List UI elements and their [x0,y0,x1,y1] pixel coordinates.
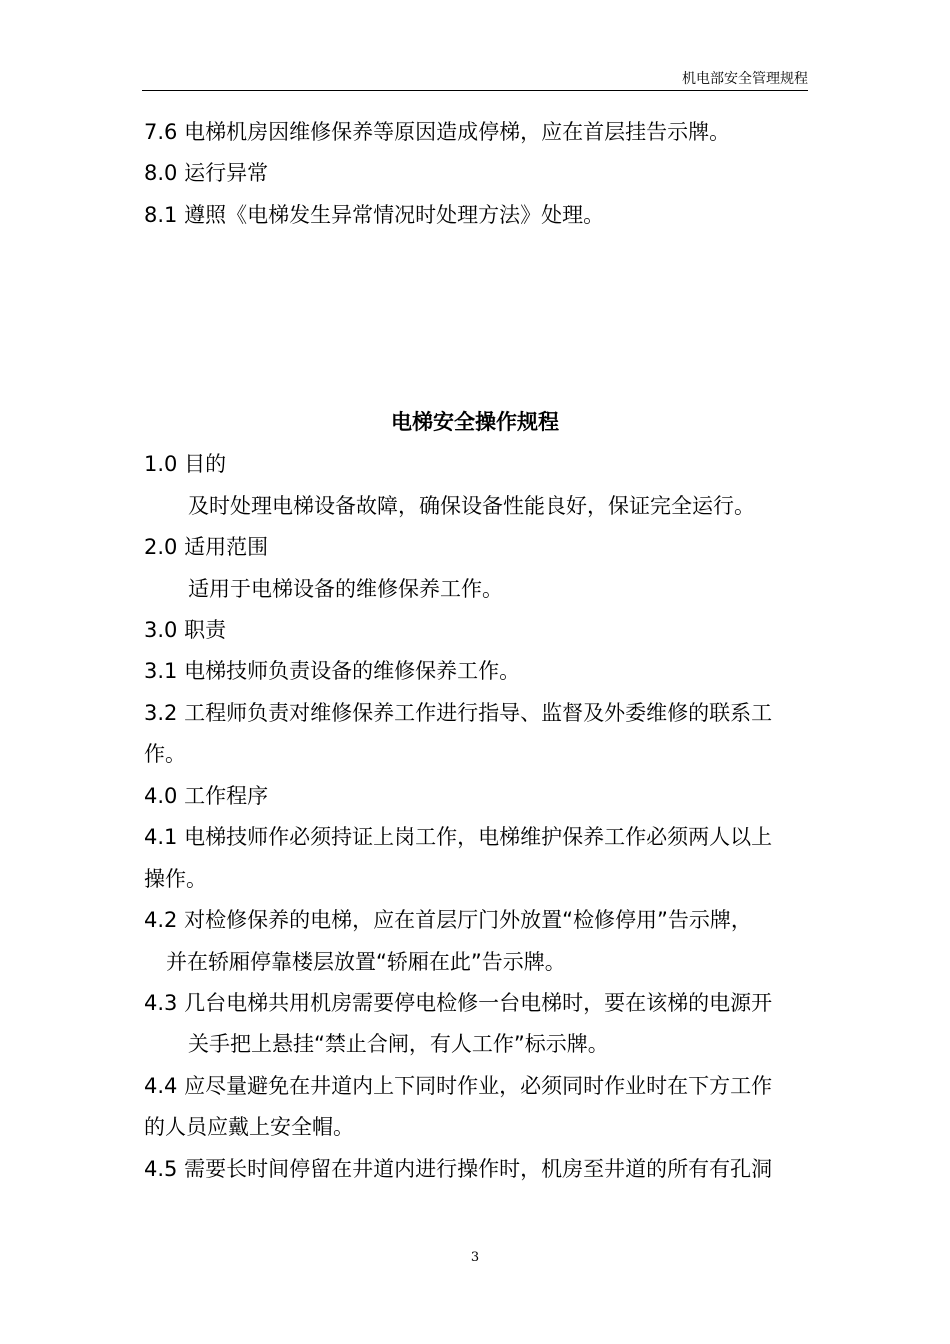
header-title: 机电部安全管理规程 [682,71,808,87]
paragraph-line: 适用于电梯设备的维修保养工作。 [188,577,503,601]
paragraph-line: 8.1 遵照《电梯发生异常情况时处理方法》处理。 [144,203,605,227]
paragraph-line: 及时处理电梯设备故障，确保设备性能良好，保证完全运行。 [188,494,755,518]
paragraph-line: 操作。 [144,867,207,891]
paragraph-line: 4.4 应尽量避免在井道内上下同时作业，必须同时作业时在下方工作 [144,1074,773,1098]
header-divider [142,90,808,91]
paragraph-line: 4.5 需要长时间停留在井道内进行操作时，机房至井道的所有有孔洞 [144,1157,773,1181]
paragraph-line: 3.1 电梯技师负责设备的维修保养工作。 [144,659,521,683]
paragraph-line: 4.3 几台电梯共用机房需要停电检修一台电梯时，要在该梯的电源开 [144,991,773,1015]
page-number: 3 [470,1250,480,1265]
document-title: 电梯安全操作规程 [391,410,559,434]
paragraph-line: 并在轿厢停靠楼层放置“轿厢在此”告示牌。 [166,950,566,974]
paragraph-line: 作。 [144,742,186,766]
paragraph-line: 7.6 电梯机房因维修保养等原因造成停梯，应在首层挂告示牌。 [144,120,731,144]
paragraph-line: 4.1 电梯技师作必须持证上岗工作，电梯维护保养工作必须两人以上 [144,825,773,849]
section-heading: 3.0 职责 [144,618,227,642]
paragraph-line: 3.2 工程师负责对维修保养工作进行指导、监督及外委维修的联系工 [144,701,773,725]
section-heading: 4.0 工作程序 [144,784,269,808]
section-heading: 2.0 适用范围 [144,535,269,559]
section-heading: 1.0 目的 [144,452,227,476]
paragraph-line: 4.2 对检修保养的电梯，应在首层厅门外放置“检修停用”告示牌， [144,908,752,932]
section-heading: 8.0 运行异常 [144,161,269,185]
paragraph-line: 的人员应戴上安全帽。 [144,1115,354,1139]
paragraph-line: 关手把上悬挂“禁止合闸，有人工作”标示牌。 [188,1032,609,1056]
